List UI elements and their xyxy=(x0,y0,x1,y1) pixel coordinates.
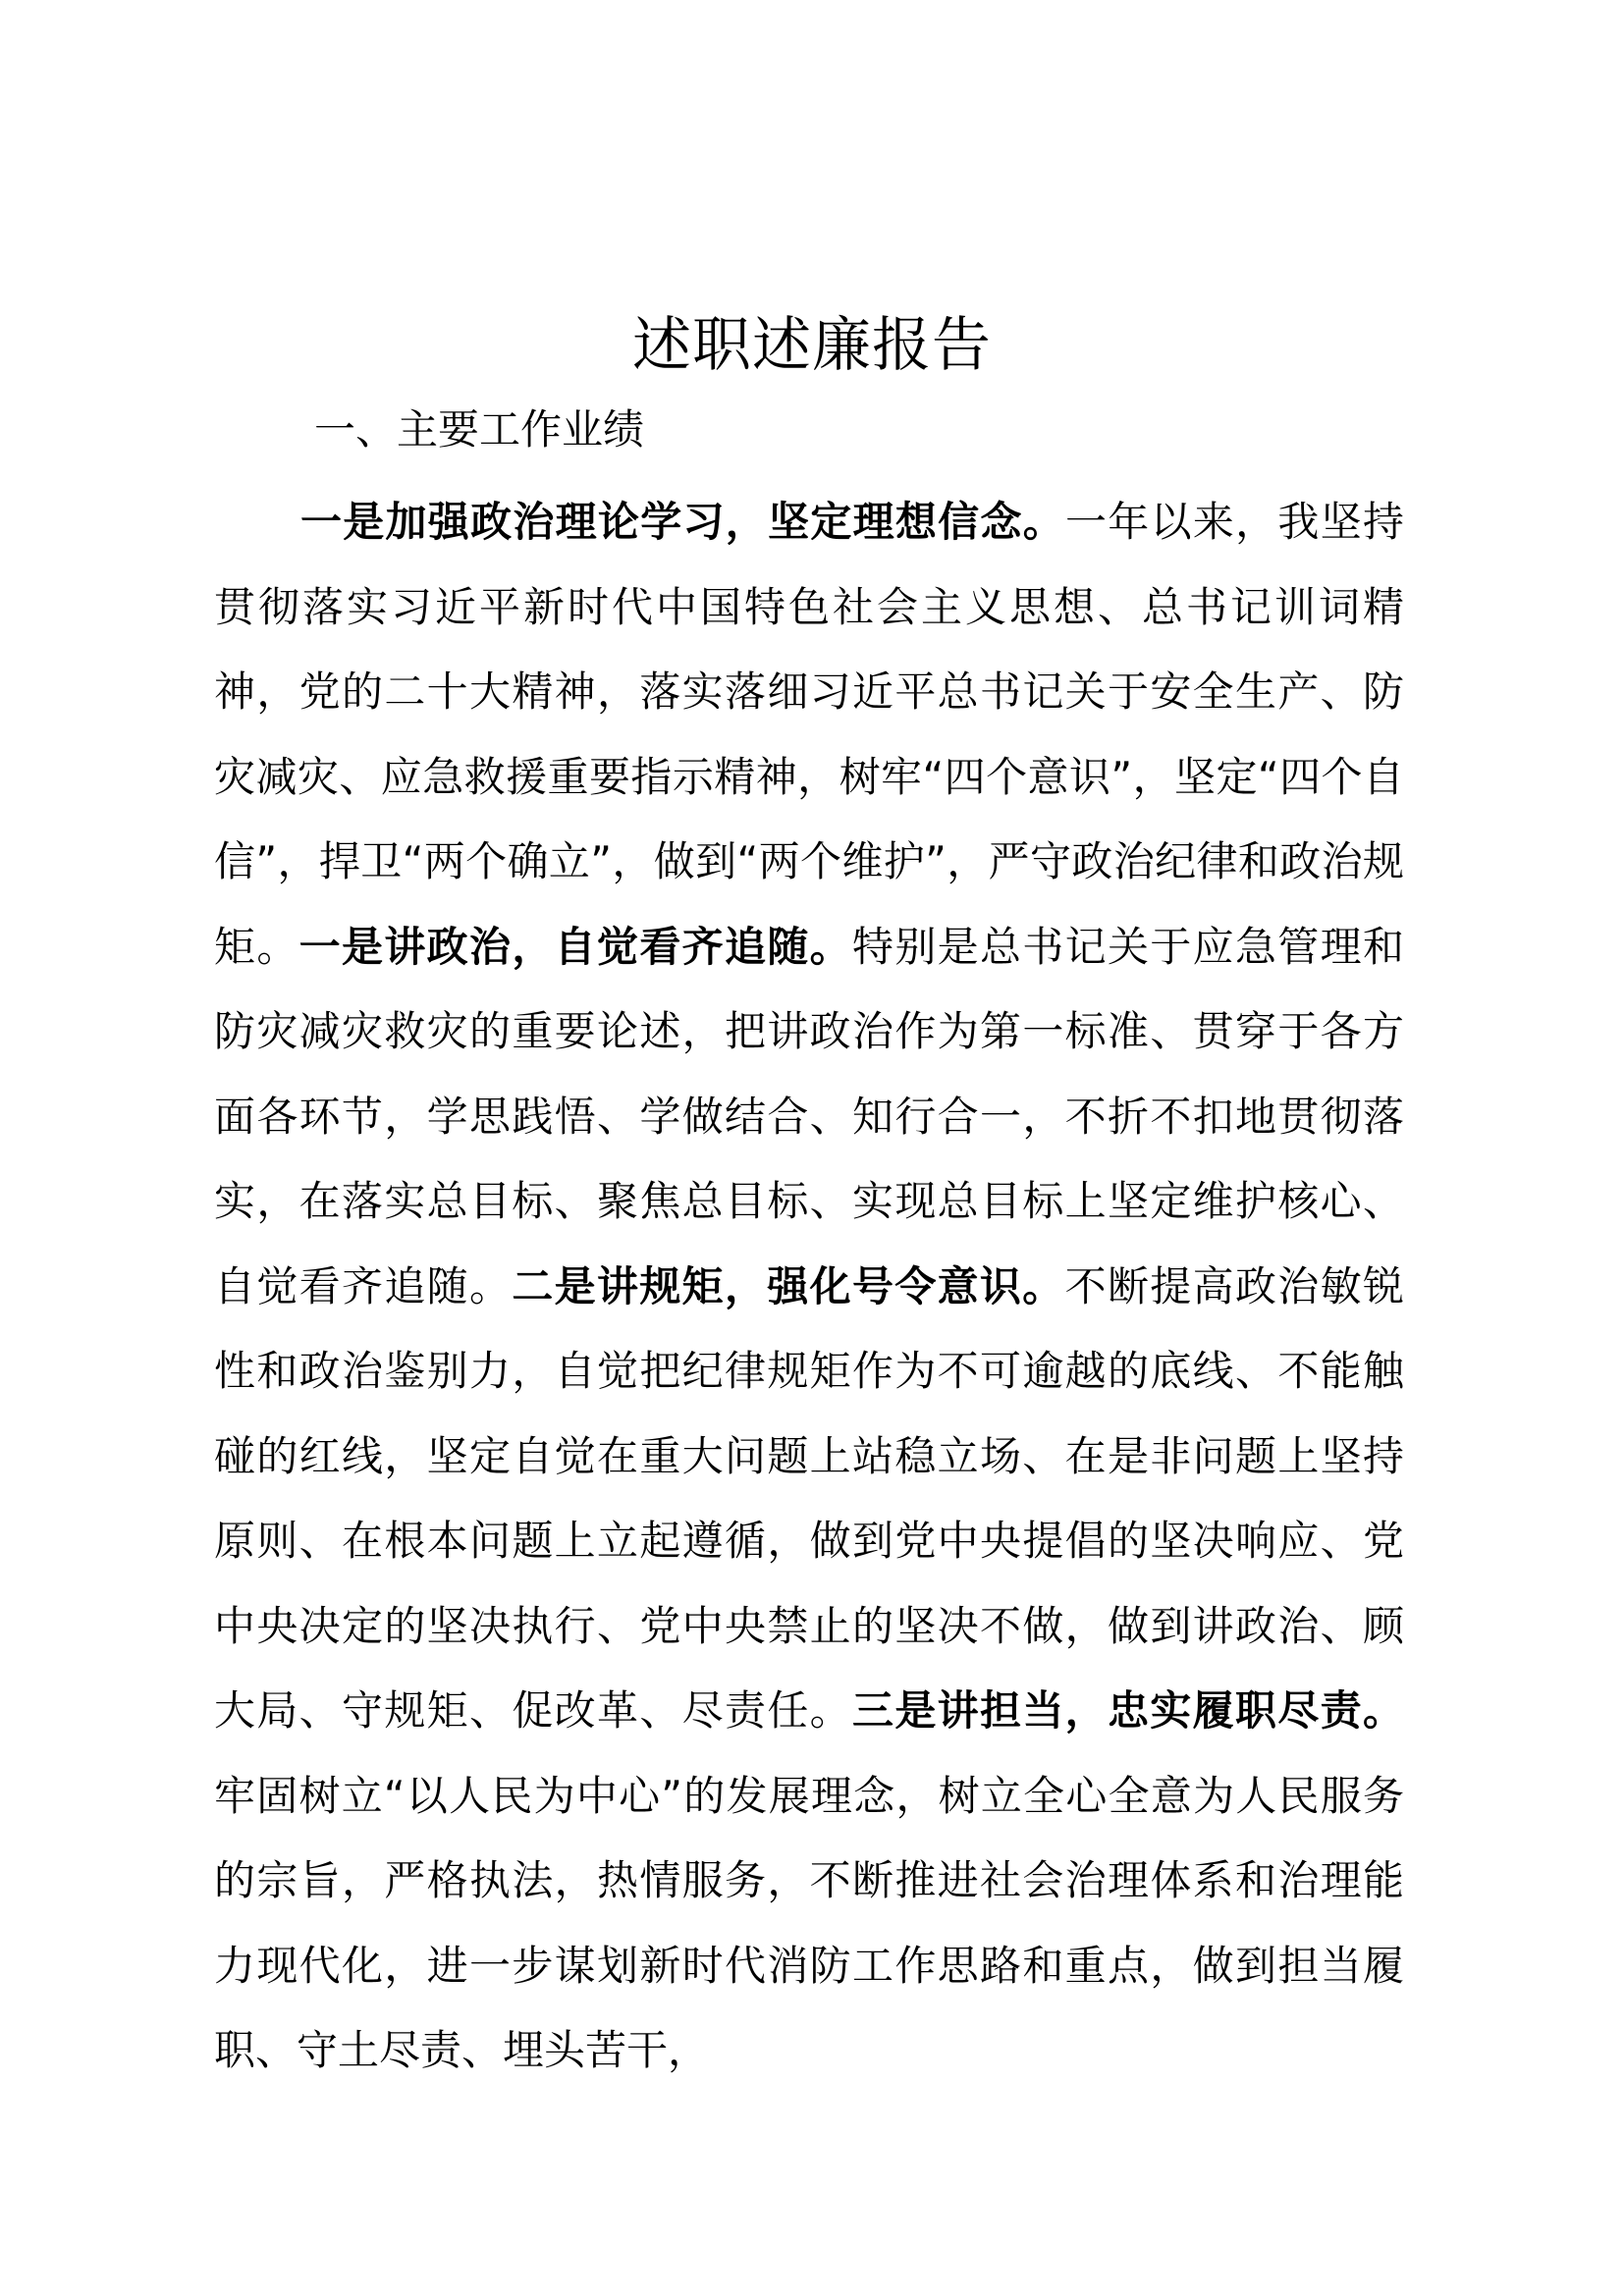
body-sentence: 一年以来，我坚持贯彻落实习近平新时代中国特色社会主义思想、总书记训词精神，党的二十大精神，落实落细习近平总书记关于安全生产、防灾减灾、应急救援重要指示精神，树牢“四个意识”，坚定“四个自信”，捍卫“两个确立”，做到“两个维护”，严守政治纪律和政治规矩。 xyxy=(214,498,1404,971)
page-title: 述职述廉报告 xyxy=(632,311,992,380)
body-sentence: 特别是总书记关于应急管理和防灾减灾救灾的重要论述，把讲政治作为第一标准、贯穿于各方面各环节，学思践悟、学做结合、知行合一，不折不扣地贯彻落实，在落实总目标、聚焦总目标、实现总目标上坚定维护核心、自觉看齐追随。 xyxy=(214,922,1404,1310)
lead-sentence-politics: 一是讲政治，自觉看齐追随。 xyxy=(298,922,852,971)
body-sentence: 不断提高政治敏锐性和政治鉴别力，自觉把纪律规矩作为不可逾越的底线、不能触碰的红线，坚定自觉在重大问题上站稳立场、在是非问题上坚持原则、在根本问题上立起遵循，做到党中央提倡的坚决响应、党中央决定的坚决执行、党中央禁止的坚决不做，做到讲政治、顾大局、守规矩、促改革、尽责任。 xyxy=(214,1261,1404,1735)
body-paragraph xyxy=(214,480,1404,2094)
section-heading: 一、主要工作业绩 xyxy=(314,405,645,454)
lead-sentence-rules: 二是讲规矩，强化号令意识。 xyxy=(512,1261,1065,1310)
body-sentence: 牢固树立“以人民为中心”的发展理念，树立全心全意为人民服务的宗旨，严格执法，热情服务，不断推进社会治理体系和治理能力现代化，进一步谋划新时代消防工作思路和重点，做到担当履职、守土尽责、埋头苦干， xyxy=(214,1771,1404,2074)
lead-sentence-political-study: 一是加强政治理论学习，坚定理想信念。 xyxy=(300,498,1066,546)
lead-sentence-responsibility: 三是讲担当，忠实履职尽责。 xyxy=(851,1686,1404,1735)
